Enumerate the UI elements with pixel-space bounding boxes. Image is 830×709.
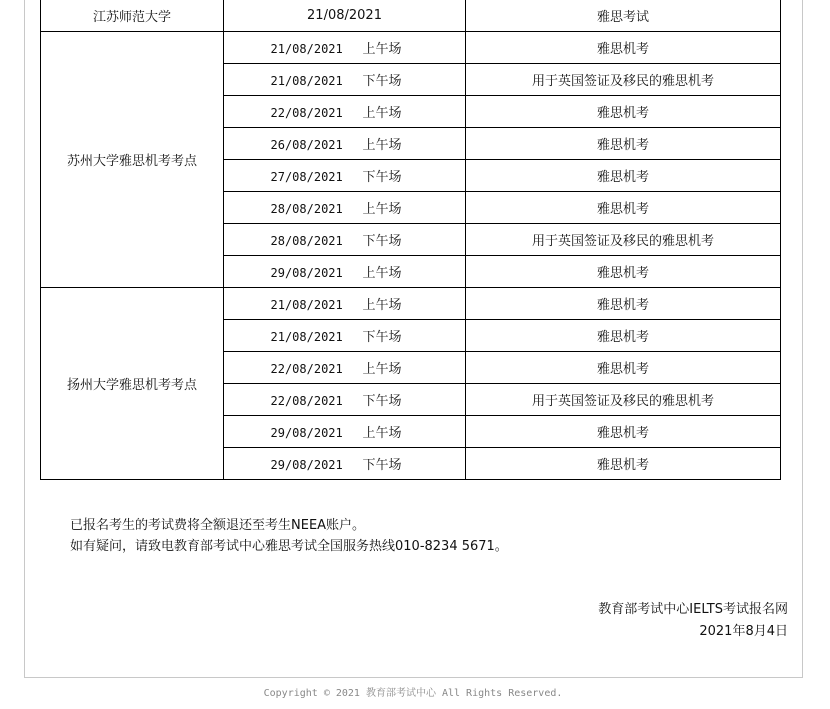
exam-type-cell: 用于英国签证及移民的雅思机考	[466, 64, 781, 96]
date-session-cell	[224, 32, 466, 64]
exam-type-cell: 雅思机考	[466, 288, 781, 320]
exam-session: 上午场	[362, 362, 402, 377]
exam-type-cell: 雅思机考	[466, 32, 781, 64]
exam-session: 上午场	[362, 42, 402, 57]
date-cell: 21/08/2021	[224, 0, 466, 32]
exam-cancellation-table	[40, 0, 781, 480]
exam-date: 22/08/2021	[270, 394, 343, 408]
exam-date: 22/08/2021	[270, 362, 343, 376]
exam-session: 上午场	[362, 266, 402, 281]
exam-session: 上午场	[362, 298, 402, 313]
exam-date: 21/08/2021	[270, 42, 343, 56]
date-session-cell	[224, 320, 466, 352]
date-session-cell	[224, 96, 466, 128]
table-row	[41, 0, 781, 32]
exam-type-cell: 雅思机考	[466, 128, 781, 160]
exam-type-cell: 雅思机考	[466, 96, 781, 128]
exam-session: 上午场	[362, 138, 402, 153]
test-center-cell: 扬州大学雅思机考考点	[41, 288, 224, 480]
issuer-name: 教育部考试中心IELTS考试报名网	[598, 602, 788, 617]
exam-session: 下午场	[362, 234, 402, 249]
exam-type-cell: 用于英国签证及移民的雅思机考	[466, 384, 781, 416]
date-session-cell	[224, 160, 466, 192]
exam-session: 下午场	[362, 394, 402, 409]
exam-date: 22/08/2021	[270, 106, 343, 120]
date-session-cell	[224, 224, 466, 256]
date-session-cell	[224, 288, 466, 320]
exam-session: 下午场	[362, 458, 402, 473]
date-session-cell	[224, 128, 466, 160]
date-session-cell	[224, 64, 466, 96]
exam-session: 上午场	[362, 426, 402, 441]
exam-type-cell: 雅思机考	[466, 320, 781, 352]
exam-date: 21/08/2021	[270, 74, 343, 88]
exam-date: 28/08/2021	[270, 202, 343, 216]
exam-type-cell: 雅思机考	[466, 256, 781, 288]
exam-type-cell: 用于英国签证及移民的雅思机考	[466, 224, 781, 256]
exam-session: 上午场	[362, 202, 402, 217]
date-session-cell	[224, 352, 466, 384]
date-session-cell	[224, 416, 466, 448]
date-session-cell	[224, 256, 466, 288]
exam-session: 下午场	[362, 330, 402, 345]
exam-session: 下午场	[362, 74, 402, 89]
copyright-footer: Copyright © 2021 教育部考试中心 All Rights Reserved.	[263, 688, 563, 699]
exam-type-cell: 雅思机考	[466, 448, 781, 480]
signature-block	[598, 599, 788, 643]
exam-type-cell: 雅思机考	[466, 352, 781, 384]
exam-type-cell: 雅思考试	[466, 0, 781, 32]
exam-date: 21/08/2021	[270, 298, 343, 312]
test-center-cell: 江苏师范大学	[41, 0, 224, 32]
table-row	[41, 32, 781, 64]
table-row	[41, 288, 781, 320]
date-session-cell	[224, 192, 466, 224]
hotline-note: 如有疑问，请致电教育部考试中心雅思考试全国服务热线010-8234 5671。	[70, 539, 508, 554]
exam-type-cell: 雅思机考	[466, 192, 781, 224]
exam-session: 下午场	[362, 170, 402, 185]
exam-type-cell: 雅思机考	[466, 416, 781, 448]
test-center-cell: 苏州大学雅思机考考点	[41, 32, 224, 288]
date-session-cell	[224, 384, 466, 416]
table-body	[41, 0, 781, 480]
date-session-cell	[224, 448, 466, 480]
exam-date: 26/08/2021	[270, 138, 343, 152]
issue-date: 2021年8月4日	[699, 624, 788, 639]
exam-date: 28/08/2021	[270, 234, 343, 248]
exam-date: 29/08/2021	[270, 266, 343, 280]
exam-date: 29/08/2021	[270, 426, 343, 440]
refund-note: 已报名考生的考试费将全额退还至考生NEEA账户。	[70, 518, 366, 533]
notice-text	[70, 515, 508, 557]
exam-date: 29/08/2021	[270, 458, 343, 472]
exam-date: 21/08/2021	[270, 330, 343, 344]
exam-date: 27/08/2021	[270, 170, 343, 184]
exam-session: 上午场	[362, 106, 402, 121]
exam-type-cell: 雅思机考	[466, 160, 781, 192]
